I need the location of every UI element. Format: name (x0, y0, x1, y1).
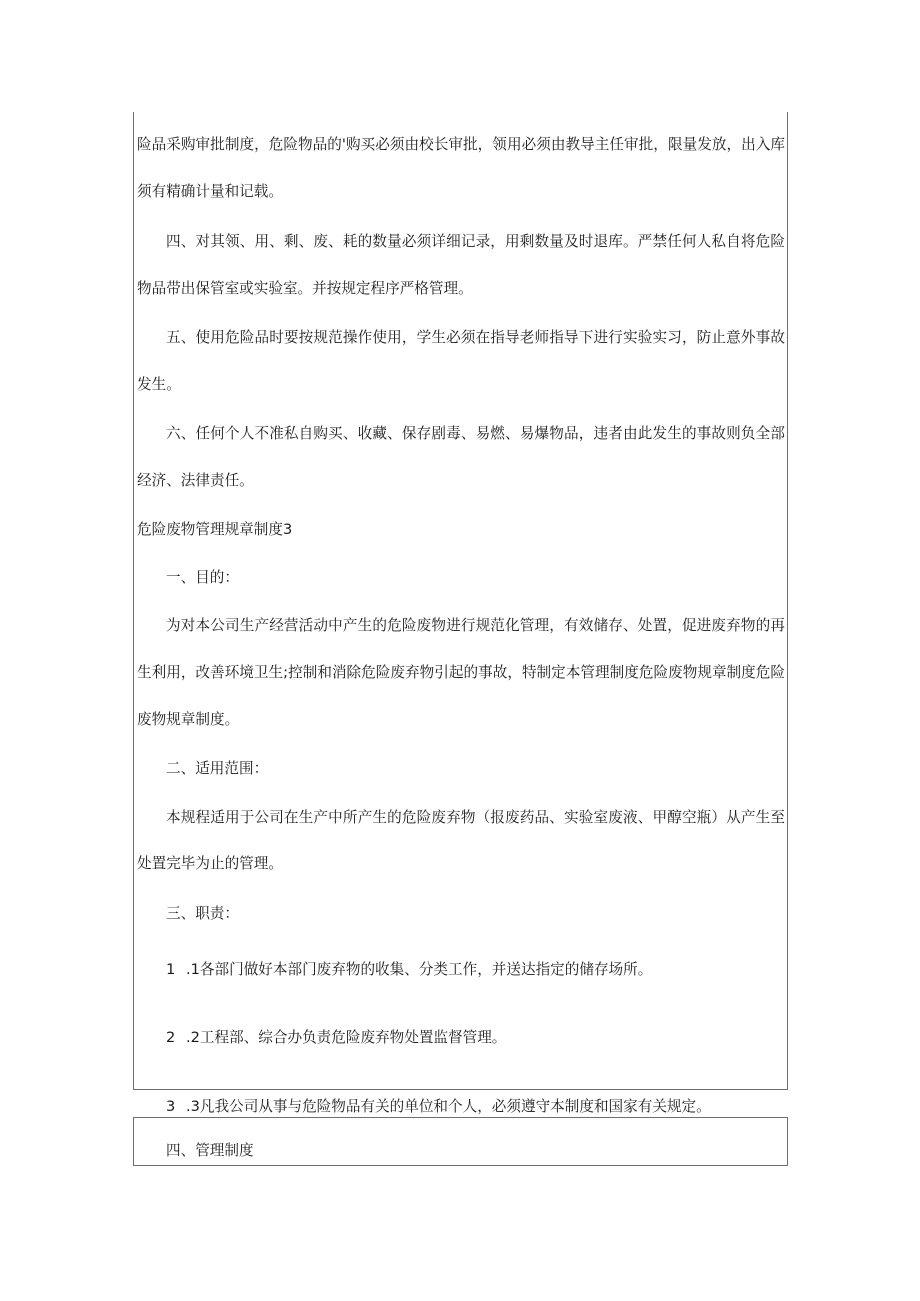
paragraph-line: 物品带出保管室或实验室。并按规定程序严格管理。 (137, 280, 473, 297)
paragraph-line: 险品采购审批制度，危险物品的'购买必须由校长审批，领用必须由教导主任审批，限量发放，出入库 (137, 136, 786, 153)
list-item-text: .1各部门做好本部门废弃物的收集、分类工作，并送达指定的储存场所。 (186, 961, 653, 978)
section-heading: 二、适用范围： (166, 760, 269, 777)
paragraph-line: 经济、法律责任。 (137, 472, 254, 489)
list-item-text: .3凡我公司从事与危险物品有关的单位和个人，必须遵守本制度和国家有关规定。 (186, 1098, 711, 1115)
paragraph-line: 须有精确计量和记载。 (137, 183, 283, 200)
section-heading: 四、管理制度 (166, 1142, 254, 1159)
paragraph-line: 本规程适用于公司在生产中所产生的危险废弃物（报废药品、实验室废液、甲醇空瓶）从产生至 (166, 809, 786, 826)
section-title: 危险废物管理规章制度3 (137, 521, 293, 538)
list-item-number: 2 (166, 1029, 176, 1046)
paragraph-line: 发生。 (137, 376, 181, 393)
section-heading: 一、目的： (166, 569, 239, 586)
list-item-number: 3 (166, 1098, 176, 1115)
paragraph-line: 生利用，改善环境卫生;控制和消除危险废弃物引起的事故，特制定本管理制度危险废物规章制度危险 (137, 664, 786, 681)
paragraph-line: 六、任何个人不准私自购买、收藏、保存剧毒、易燃、易爆物品，违者由此发生的事故则负全部 (166, 425, 786, 442)
paragraph-line: 为对本公司生产经营活动中产生的危险废物进行规范化管理，有效储存、处置，促进废弃物的再 (166, 617, 786, 634)
list-item-text: .2工程部、综合办负责危险废弃物处置监督管理。 (186, 1029, 507, 1046)
paragraph-line: 废物规章制度。 (137, 711, 240, 728)
paragraph-line: 五、使用危险品时要按规范操作使用，学生必须在指导老师指导下进行实验实习，防止意外事故 (166, 329, 786, 346)
list-item-number: 1 (166, 961, 176, 978)
table-frame-main (133, 112, 788, 1090)
paragraph-line: 四、对其领、用、剩、废、耗的数量必须详细记录，用剩数量及时退库。严禁任何人私自将危险 (166, 233, 786, 250)
paragraph-line: 处置完毕为止的管理。 (137, 855, 283, 872)
section-heading: 三、职责： (166, 905, 239, 922)
